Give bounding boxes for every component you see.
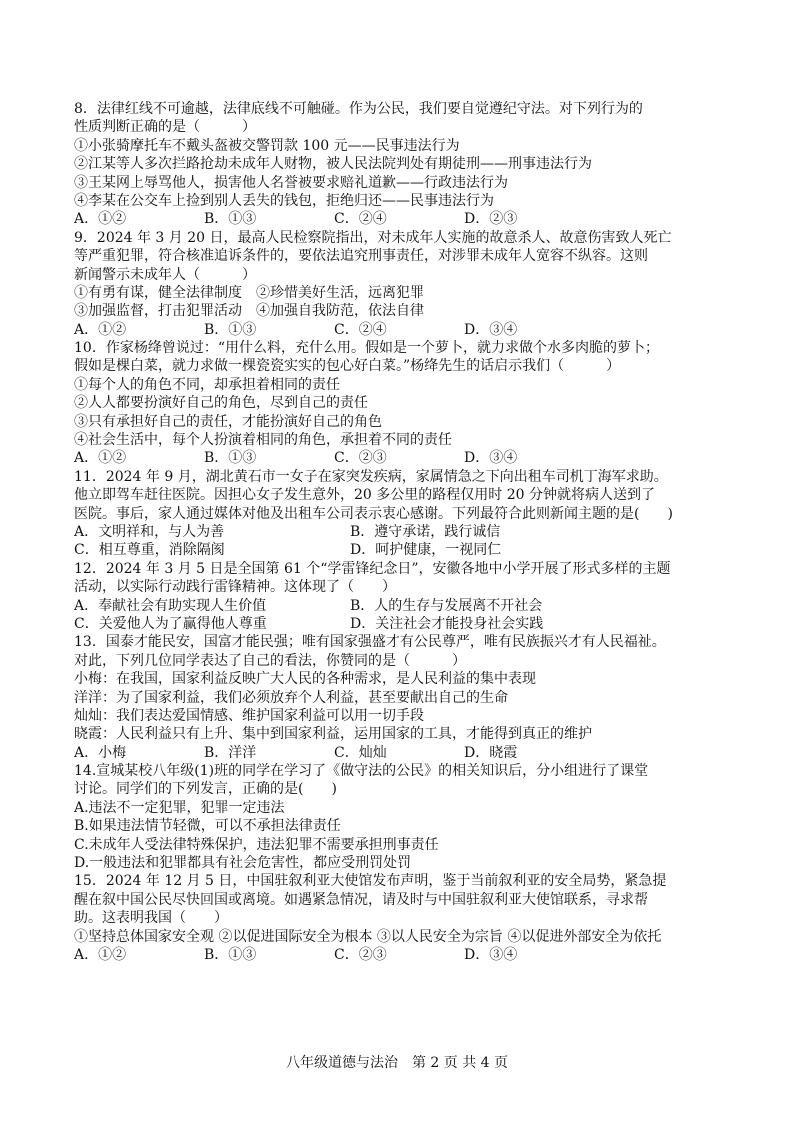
option-c: C．②③ — [334, 946, 387, 963]
question-8 — [74, 100, 724, 229]
question-text: 性质判断正确的是（ ） — [74, 119, 256, 136]
question-12 — [74, 560, 724, 634]
question-15 — [74, 872, 724, 964]
option-c: C．灿灿 — [334, 744, 387, 761]
question-text: 10．作家杨绛曾说过：“用什么料，充什么用。假如是一个萝卜，就力求做个水多肉脆的萝卜； — [74, 340, 659, 357]
answer-options — [74, 321, 724, 339]
option-a: A.违法不一定犯罪，犯罪一定违法 — [74, 799, 285, 816]
question-text: 对此，下列几位同学表达了自己的看法，你赞同的是（ ） — [74, 652, 466, 669]
option-d: D．关注社会才能投身社会实践 — [350, 615, 544, 632]
option-b: B．人的生存与发展离不开社会 — [350, 597, 543, 614]
statement-item: ②江某等人多次拦路抢劫未成年人财物，被人民法院判处有期徒刑——刑事违法行为 — [74, 156, 592, 173]
question-text: 讨论。同学们的下列发言，正确的是( ) — [74, 781, 337, 798]
page-footer: 八年级道德与法治 第 2 页 共 4 页 — [285, 1055, 509, 1071]
option-a: A．①② — [74, 211, 127, 228]
question-9 — [74, 229, 724, 339]
question-list — [74, 100, 724, 964]
option-d: D.一般违法和犯罪都具有社会危害性，都应受刑罚处罚 — [74, 855, 412, 872]
option-c: C．②③ — [334, 450, 387, 467]
question-text: 假如是棵白菜，就力求做一棵瓷瓷实实的包心好白菜。”杨绛先生的话启示我们（ ） — [74, 358, 621, 375]
answer-options — [74, 597, 724, 615]
option-c: C．相互尊重，消除隔阂 — [74, 542, 225, 559]
statement-item: ②人人都要扮演好自己的角色，尽到自己的责任 — [74, 395, 368, 412]
answer-options — [74, 744, 724, 762]
option-c: C．关爱他人为了赢得他人尊重 — [74, 615, 267, 632]
option-b: B．遵守承诺，践行诚信 — [350, 523, 501, 540]
question-text: 等严重犯罪，符合核准追诉条件的，要依法追究刑事责任，对涉罪未成年人宽容不纵容。这则 — [74, 248, 648, 265]
option-b: B.如果违法情节轻微，可以不承担法律责任 — [74, 818, 341, 835]
question-text: 13．国泰才能民安，国富才能民强；唯有国家强盛才有公民尊严，唯有民族振兴才有人民福祉。 — [74, 634, 666, 651]
question-13 — [74, 633, 724, 762]
option-a: A．小梅 — [74, 744, 127, 761]
statement-item: ④社会生活中，每个人扮演着相同的角色，承担着不同的责任 — [74, 432, 452, 449]
option-d: D．③④ — [464, 321, 518, 338]
question-text: 医院。事后，家人通过媒体对他及出租车公司表示衷心感谢。下列最符合此则新闻主题的是( ) — [74, 505, 673, 522]
option-b: B．洋洋 — [204, 744, 257, 761]
statement-item: 小梅：在我国，国家利益反映广大人民的各种需求，是人民利益的集中表现 — [74, 671, 536, 688]
answer-options — [74, 449, 724, 467]
answer-options — [74, 523, 724, 541]
question-text: 12．2024 年 3 月 5 日是全国第 61 个“学雷锋纪念日”，安徽各地中小学开展了形式多样的主题 — [74, 560, 671, 577]
question-10 — [74, 339, 724, 468]
option-a: A．①② — [74, 450, 127, 467]
option-a: A．①② — [74, 946, 127, 963]
statement-item: 灿灿：我们表达爱国情感、维护国家利益可以用一切手段 — [74, 707, 424, 724]
option-d: D．②③ — [464, 211, 518, 228]
question-text: 活动，以实际行动践行雷锋精神。这体现了（ ） — [74, 579, 396, 596]
option-c: C.未成年人受法律特殊保护，违法犯罪不需要承担刑事责任 — [74, 836, 439, 853]
question-text: 助。这表明我国（ ） — [74, 910, 228, 927]
statement-item: ①坚持总体国家安全观 ②以促进国际安全为根本 ③以人民安全为宗旨 ④以促进外部安全为依托 — [74, 928, 662, 945]
question-text: 11．2024 年 9 月，湖北黄石市一女子在家突发疾病，家属情急之下向出租车司机丁海军求助。 — [74, 468, 668, 485]
question-11 — [74, 468, 724, 560]
answer-options — [74, 541, 724, 559]
statement-item: 晓霞：人民利益只有上升、集中到国家利益，运用国家的工具，才能得到真正的维护 — [74, 726, 592, 743]
option-d: D．③④ — [464, 450, 518, 467]
statement-item: ①小张骑摩托车不戴头盔被交警罚款 100 元——民事违法行为 — [74, 137, 460, 154]
question-text: 8．法律红线不可逾越，法律底线不可触碰。作为公民，我们要自觉遵纪守法。对下列行为的 — [74, 101, 643, 117]
statement-item: ①每个人的角色不同，却承担着相同的责任 — [74, 376, 340, 393]
option-d: D．呵护健康，一视同仁 — [350, 542, 502, 559]
statement-item: ③加强监督，打击犯罪活动 ④加强自我防范，依法自律 — [74, 303, 424, 320]
statement-item: ③王某网上辱骂他人，损害他人名誉被要求赔礼道歉——行政违法行为 — [74, 174, 508, 191]
answer-options — [74, 615, 724, 633]
statement-item: 洋洋：为了国家利益，我们必须放弃个人利益，甚至要献出自己的生命 — [74, 689, 508, 706]
option-b: B．①③ — [204, 450, 257, 467]
answer-options — [74, 210, 724, 228]
statement-item: ④李某在公交车上捡到别人丢失的钱包，拒绝归还——民事违法行为 — [74, 192, 494, 209]
option-a: A．奉献社会有助实现人生价值 — [74, 597, 267, 614]
option-b: B．①③ — [204, 946, 257, 963]
question-14 — [74, 762, 724, 872]
option-a: A．①② — [74, 321, 127, 338]
question-text: 他立即驾车赶往医院。因担心女子发生意外，20 多公里的路程仅用时 20 分钟就将病人送到了 — [74, 487, 655, 504]
option-b: B．①③ — [204, 211, 257, 228]
statement-item: ①有勇有谋，健全法律制度 ②珍惜美好生活，远离犯罪 — [74, 284, 424, 301]
option-c: C．②④ — [334, 321, 387, 338]
option-d: D．晓霞 — [464, 744, 518, 761]
option-b: B．①③ — [204, 321, 257, 338]
statement-item: ③只有承担好自己的责任，才能扮演好自己的角色 — [74, 413, 382, 430]
question-text: 15．2024 年 12 月 5 日，中国驻叙利亚大使馆发布声明，鉴于当前叙利亚的安全局势，紧急提 — [74, 873, 667, 890]
question-text: 9．2024 年 3 月 20 日，最高人民检察院指出，对未成年人实施的故意杀人、故意伤害致人死亡 — [74, 229, 672, 246]
option-c: C．②④ — [334, 211, 387, 228]
option-a: A．文明祥和，与人为善 — [74, 523, 225, 540]
answer-options — [74, 946, 724, 964]
question-text: 新闻警示未成年人（ ） — [74, 266, 256, 283]
question-text: 14.宣城某校八年级(1)班的同学在学习了《做守法的公民》的相关知识后，分小组进行了课堂 — [74, 763, 649, 780]
question-text: 醒在叙中国公民尽快回国或离境。如遇紧急情况，请及时与中国驻叙利亚大使馆联系，寻求帮 — [74, 891, 648, 908]
option-d: D．③④ — [464, 946, 518, 963]
